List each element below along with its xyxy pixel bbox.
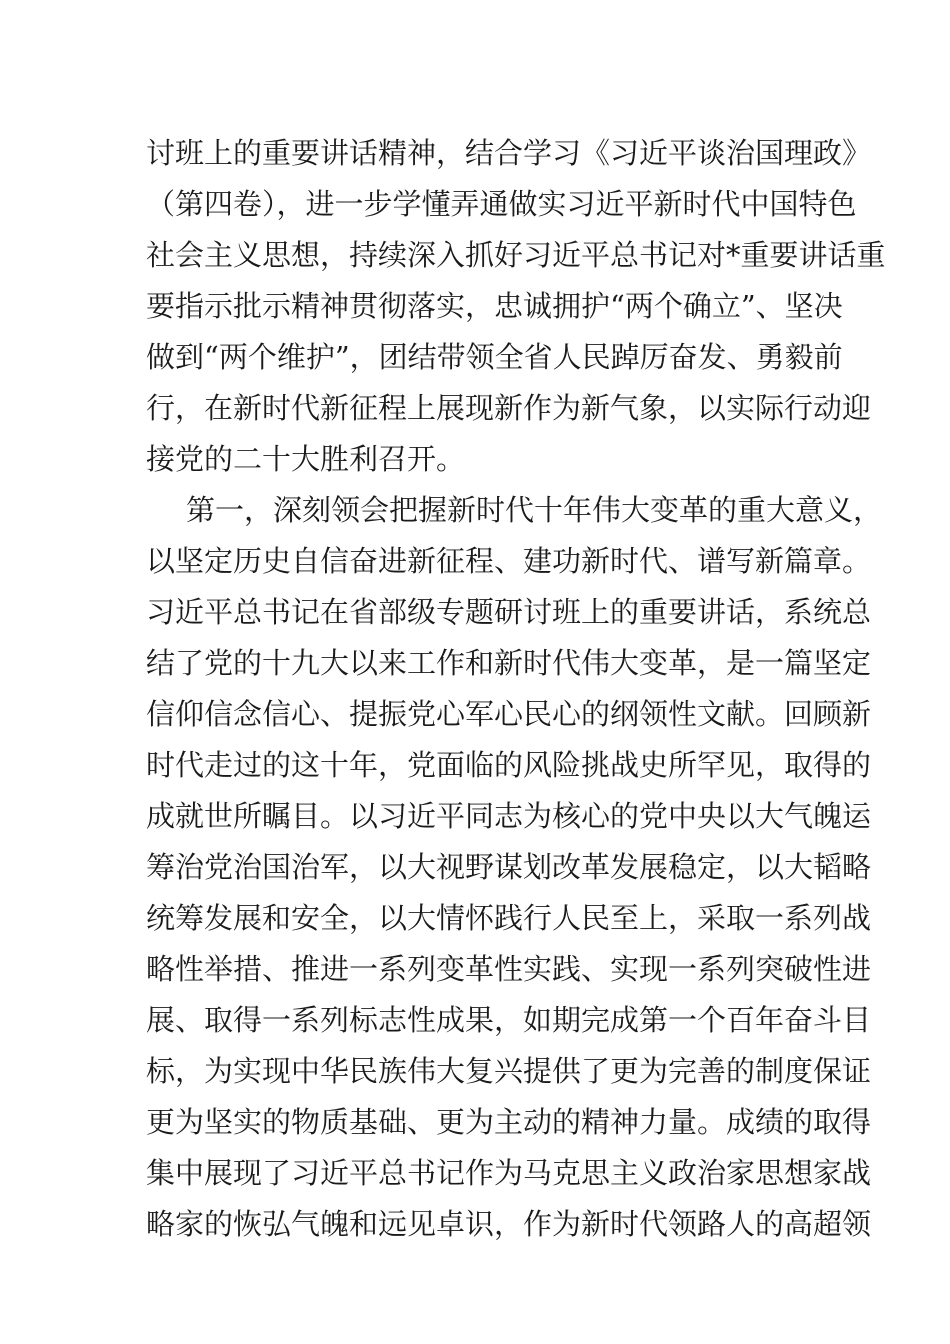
paragraph-2 <box>146 485 883 1250</box>
text-line: 以坚定历史自信奋进新征程、建功新时代、谱写新篇章。 <box>146 544 872 578</box>
text-line: 集中展现了习近平总书记作为马克思主义政治家思想家战 <box>146 1156 872 1190</box>
text-line: 筹治党治国治军，以大视野谋划改革发展稳定，以大韬略 <box>146 850 872 884</box>
paragraph-1 <box>146 128 886 485</box>
text-line: 略性举措、推进一系列变革性实践、实现一系列突破性进 <box>146 952 872 986</box>
text-line: 社会主义思想，持续深入抓好习近平总书记对*重要讲话重 <box>146 238 886 272</box>
text-line: 成就世所瞩目。以习近平同志为核心的党中央以大气魄运 <box>146 799 872 833</box>
text-line: 行，在新时代新征程上展现新作为新气象，以实际行动迎 <box>146 391 872 425</box>
text-line: 信仰信念信心、提振党心军心民心的纲领性文献。回顾新 <box>146 697 872 731</box>
text-line: 展、取得一系列标志性成果，如期完成第一个百年奋斗目 <box>146 1003 872 1037</box>
text-line: 做到“两个维护”，团结带领全省人民踔厉奋发、勇毅前 <box>146 340 843 374</box>
text-line: 更为坚实的物质基础、更为主动的精神力量。成绩的取得 <box>146 1105 872 1139</box>
text-line: 略家的恢弘气魄和远见卓识，作为新时代领路人的高超领 <box>146 1207 872 1241</box>
text-line: 习近平总书记在省部级专题研讨班上的重要讲话，系统总 <box>146 595 872 629</box>
text-line: 统筹发展和安全，以大情怀践行人民至上，采取一系列战 <box>146 901 872 935</box>
text-line: 第一，深刻领会把握新时代十年伟大变革的重大意义， <box>186 493 883 527</box>
text-line: 讨班上的重要讲话精神，结合学习《习近平谈治国理政》 <box>146 136 872 170</box>
text-line: （第四卷），进一步学懂弄通做实习近平新时代中国特色 <box>146 187 857 221</box>
text-line: 要指示批示精神贯彻落实，忠诚拥护“两个确立”、坚决 <box>146 289 843 323</box>
text-line: 标，为实现中华民族伟大复兴提供了更为完善的制度保证 <box>146 1054 872 1088</box>
text-line: 时代走过的这十年，党面临的风险挑战史所罕见，取得的 <box>146 748 872 782</box>
body-text <box>146 128 886 1250</box>
text-line: 接党的二十大胜利召开。 <box>146 442 466 476</box>
text-line: 结了党的十九大以来工作和新时代伟大变革，是一篇坚定 <box>146 646 872 680</box>
